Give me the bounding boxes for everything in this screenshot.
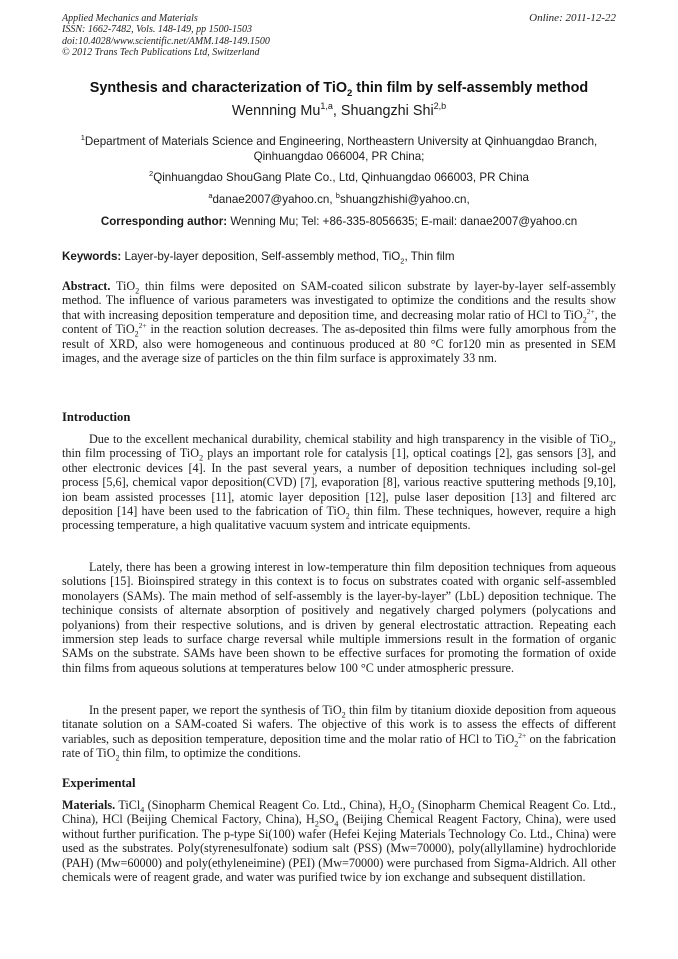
body-sub: 2 <box>115 753 120 763</box>
corresponding-text: Wenning Mu; Tel: +86-335-8056635; E-mail: danae2007@yahoo.cn <box>227 215 578 228</box>
affiliation-1-sup: 1 <box>80 133 85 142</box>
body-text: In the present paper, we report the synthesis of TiO <box>89 703 342 717</box>
body-sub: 4 <box>140 805 145 815</box>
body-text: thin film, to optimize the conditions. <box>119 746 301 761</box>
section-heading-introduction: Introduction <box>62 410 131 424</box>
email-a[interactable]: danae2007@yahoo.cn, <box>212 192 336 206</box>
author-2: Shuangzhi Shi <box>340 102 434 119</box>
body-text: Due to the excellent mechanical durability, chemical stability and high transparency in the visible of TiO <box>89 432 609 446</box>
title-text-1: Synthesis and characterization of TiO <box>89 80 348 96</box>
doi-line: doi:10.4028/www.scientific.net/AMM.148-149.1500 <box>62 35 270 47</box>
body-sub: 2 <box>199 453 204 463</box>
body-text: , thin film processing of TiO <box>62 432 616 461</box>
keywords-text-1: Layer-by-layer deposition, Self-assembly method, TiO <box>121 250 401 263</box>
author-emails <box>62 188 616 207</box>
author-1-sup: 1,a <box>320 101 333 111</box>
abstract-sub: 2 <box>135 286 140 296</box>
copyright-line: © 2012 Trans Tech Publications Ltd, Switzerland <box>62 47 260 59</box>
author-separator: , <box>332 102 341 119</box>
body-text: TiCl <box>115 798 141 812</box>
abstract-label: Abstract. <box>62 279 111 293</box>
abstract-paragraph <box>62 279 616 365</box>
affiliation-2-sup: 2 <box>149 169 154 178</box>
body-text: O <box>401 798 411 812</box>
abstract-sub: 2 <box>134 329 139 339</box>
body-text: plays an important role for catalysis [1], optical coatings [2], gas sensors [3], and other electronic devices [4]. In the past several years, a number of deposition techniques including sol-gel process [5,6], chemical vapor deposition(CVD) [7], evaporation [8], various reactive sputtering methods [9,10], ion beam assisted processes [11], atomic layer deposition [12], pulse laser deposition [13] and filtered arc deposition [14] have been used to the fabrication of TiO <box>62 446 616 519</box>
keywords-label: Keywords: <box>62 250 122 263</box>
body-text: thin film. These techniques, however, require a high processing temperature, a high qualitative vacuum system and intricate equipments. <box>62 504 617 533</box>
affiliation-1 <box>62 130 616 164</box>
intro-paragraph-2: Lately, there has been a growing interest in low-temperature thin film deposition techniques from aqueous solutions [15]. Bioinspired strategy in this context is to focus on substrates coated with organic self-assembled monolayers (SAMs). The main method of self-assembly is the layer-by-layer” (LbL) deposition technique. The techinique consists of alternate absorption of positively and negatively charged polymers (polycations and polyanions) from their respective solutions, and is driven by general electrostatic attraction. Repeating each immersion step leads to surface charge reversal while multiple immersions result in the formation of organic SAMs on the substrate. SAMs have been shown to be effective surfaces for promoting the formation of oxide thin films from aqueous solutions at temperatures below 100 °C under atmospheric pressure. <box>62 560 616 675</box>
body-sub: 2 <box>397 805 402 815</box>
title-text-2: thin film by self-assembly method <box>352 80 589 96</box>
body-text: thin film by titanium dioxide deposition from aqueous titanate solution on a SAM-coated Si wafers. The objective of this work is to assess the effects of different variables, such as deposition temperature, deposition time and the molar ratio of HCl to TiO <box>62 703 616 746</box>
body-sub: 4 <box>334 819 339 829</box>
abstract-text: , the content of TiO <box>62 307 617 337</box>
abstract-text: thin films were deposited on SAM-coated silicon substrate by layer-by-layer self-assembly method. The influence of various parameters was investigated to optimize the conditions and the results show that with increasing deposition temperature and deposition time, and decreasing molar ratio of HCl to TiO <box>62 279 616 322</box>
keywords-text-2: , Thin film <box>404 250 455 263</box>
author-2-sup: 2,b <box>433 101 447 111</box>
body-sub: 2 <box>608 439 613 449</box>
body-sub: 2 <box>341 710 346 720</box>
title-subscript: 2 <box>347 87 353 99</box>
email-b-sup: b <box>335 191 340 200</box>
keywords-subscript: 2 <box>400 256 405 266</box>
author-1: Wennning Mu <box>231 102 321 119</box>
email-a-sup: a <box>208 191 213 200</box>
body-sup: 2+ <box>518 730 527 740</box>
email-b[interactable]: shuangzhishi@yahoo.cn, <box>339 192 470 206</box>
abstract-text: in the reaction solution decreases. The as-deposited thin films were fully amorphous from the result of XRD, also were homogeneous and continuous produced at 80 °C for120 min as presented in SEM images, and the average size of particles on the thin film surface is approximately 33 nm. <box>62 322 616 366</box>
body-text: on the fabrication rate of TiO <box>62 731 616 761</box>
body-text: SO <box>318 812 335 827</box>
online-date: Online: 2011-12-22 <box>529 12 616 24</box>
body-sub: 2 <box>314 819 319 829</box>
corresponding-label: Corresponding author: <box>100 215 228 228</box>
body-sub: 2 <box>345 511 350 521</box>
abstract-sub: 2 <box>582 315 587 325</box>
abstract-sup: 2+ <box>138 321 147 331</box>
affiliation-2 <box>62 166 616 185</box>
intro-paragraph-1 <box>62 432 616 533</box>
keywords <box>62 250 616 265</box>
materials-paragraph <box>62 798 616 884</box>
body-text: (Sinopharm Chemical Reagent Co. Ltd., China), HCl (Beijing Chemical Factory, China), H <box>62 798 617 827</box>
body-sub: 2 <box>410 805 415 815</box>
author-list <box>40 101 638 119</box>
issn-line: ISSN: 1662-7482, Vols. 148-149, pp 1500-1503 <box>62 24 252 36</box>
body-text: (Sinopharm Chemical Reagent Co. Ltd., China), H <box>144 798 398 812</box>
affiliation-1-text: Department of Materials Science and Engineering, Northeastern University at Qinhuangdao Branch, Qinhuangdao 066004, PR China; <box>84 134 598 163</box>
paper-title <box>40 80 638 99</box>
abstract-sup: 2+ <box>586 306 595 316</box>
materials-label: Materials. <box>62 798 116 812</box>
corresponding-author <box>62 215 616 228</box>
journal-header <box>62 13 616 59</box>
abstract-text: TiO <box>110 279 136 293</box>
body-text: (Beijing Chemical Reagent Factory, China), were used without further purification. The p-type Si(100) wafer (Hefei Kejing Materials Technology Co. Ltd., China) were used as the substrates. Poly(styrenesulfonate) sodium salt (PSS) (Mw=70000), poly(allyllamine) hydrochloride (PAH) (Mw=60000) and poly(ethyleneimine) (PEI) (Mw=70000) were purchased from Sigma-Aldrich. All other chemicals were of reagent grade, and water was purified twice by ion exchange and subsequent distillation. <box>62 812 617 885</box>
affiliation-2-text: Qinhuangdao ShouGang Plate Co., Ltd, Qinhuangdao 066003, PR China <box>153 170 529 184</box>
body-sub: 2 <box>514 739 519 749</box>
section-heading-experimental: Experimental <box>62 776 136 790</box>
intro-paragraph-3 <box>62 703 616 761</box>
journal-name: Applied Mechanics and Materials <box>62 13 198 24</box>
